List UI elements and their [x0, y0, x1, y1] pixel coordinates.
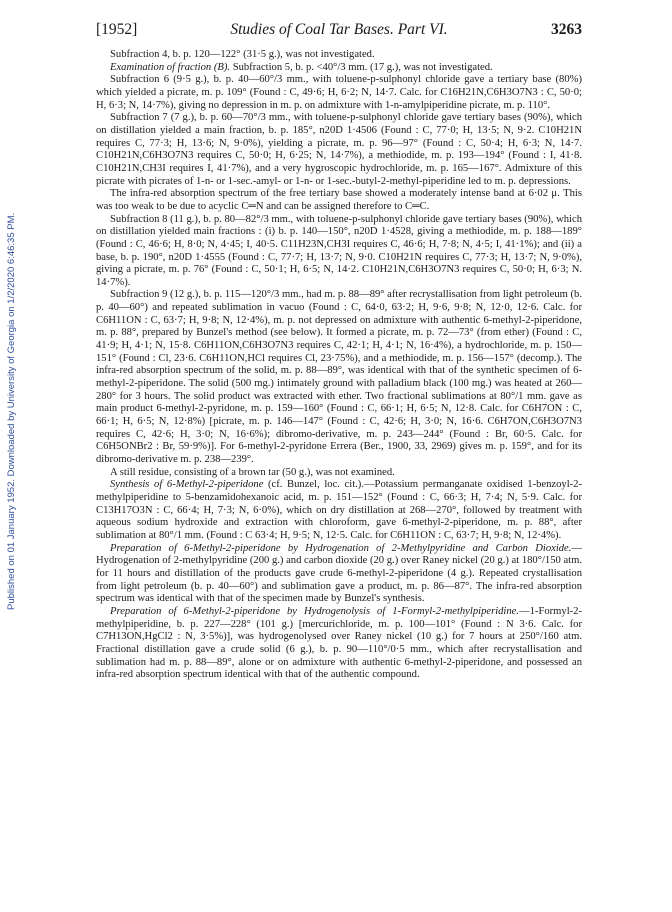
page-number: 3263 [551, 21, 582, 38]
paragraph: The infra-red absorption spectrum of the free tertiary base showed a moderately intense band at 6·02 μ. This was too weak to be due to acyclic C═N and can be assigned therefore to C═C. [96, 188, 582, 212]
section-lead: Preparation of 6-Methyl-2-piperidone by Hydrogenation of 2-Methylpyridine and Carbon Dioxide. [110, 542, 572, 554]
paragraph: Examination of fraction (B). Subfraction 5, b. p. <40°/3 mm. (17 g.), was not investigated. [110, 61, 493, 73]
paragraph: Subfraction 9 (12 g.), b. p. 115—120°/3 mm., had m. p. 88—89° after recrystallisation from light petroleum (b. p. 40—60°) and repeated sublimation in vacuo (Found : C, 64·0, 63·2; H, 9·6, 9·8; N, 12·0, 12·6. Calc. for C6H11ON : C, 63·7; H, 9·8; N, 12·4%), m. p. not depressed on admixture with authentic 6-methyl-2-piperidone, m. p. 88°, prepared by Bunzel's method (see below). It formed a picrate, m. p. 72—73° (from ether) (Found : C, 41·9; H, 4·1; N, 15·8. C6H11ON,C6H3O7N3 requires C, 42·1; H, 4·1; N, 16·4%), a hydrochloride, m. p. 150—151° (Found : Cl, 23·6. C6H11ON,HCl requires Cl, 23·75%), and a methiodide, m. p. 156—157° (decomp.). The infra-red absorption spectrum of the solid, m. p. 88—89°, was identical with that of the synthetic specimen of 6-methyl-2-piperidone. The solid (500 mg.) intimately ground with palladium black (100 mg.) was heated at 260—280° for 3 hours. The solid product was extracted with ether. Two fractional sublimations at 80°/1 mm. gave as main product 6-methyl-2-pyridone, m. p. 159—160° (Found : C, 66·1; H, 6·5; N, 12·8. Calc. for C6H7ON : C, 66·1; H, 6·5; N, 12·8%) [picrate, m. p. 146—147° (Found : C, 42·6; H, 3·0; N, 16·6. C6H7ON,C6H3O7N3 requires C, 42·6; H, 3·0; N, 16·6%); dibromo-derivative, m. p. 243—244° (Found : Br, 60·5. Calc. for C6H5ONBr2 : Br, 59·9%)]. For 6-methyl-2-pyridone Errera (Ber., 1900, 33, 2969) gives m. p. 159°, and for its dibromo-derivative m. p. 238—239°. [96, 289, 582, 465]
paragraph: Preparation of 6-Methyl-2-piperidone by Hydrogenation of 2-Methylpyridine and Carbon Dioxide.—Hydrogenation of 2-methylpyridine (200 g.) and carbon dioxide (20 g.) over Raney nickel (20 g.) at 180°/150 atm. for 11 hours and distillation of the products gave crude 6-methyl-2-piperidone (4 g.). Repeated crystallisation from light petroleum (b. p. 40—60°) and sublimation gave a product, m. p. 86—87°. The infra-red absorption spectrum was identical with that of the specimen made by Bunzel's synthesis. [96, 542, 582, 605]
paragraph: A still residue, consisting of a brown tar (50 g.), was not examined. [110, 466, 395, 478]
paragraph: Preparation of 6-Methyl-2-piperidone by Hydrogenolysis of 1-Formyl-2-methylpiperidine.—1-Formyl-2-methylpiperidine, b. p. 227—228° (101 g.) [mercurichloride, m. p. 100—101° (Found : N 3·6. Calc. for C7H13ON,HgCl2 : N, 3·5%)], was hydrogenolysed over Raney nickel (10 g.) for 7 hours at 250°/160 atm. Fractional distillation gave a crude solid (6 g.), b. p. 90—110°/0·5 mm., which after recrystallisation and sublimation had m. p. 88—89°, alone or on admixture with authentic 6-methyl-2-piperidone, and possessed an infra-red absorption spectrum identical with that of the authentic compound. [96, 605, 582, 681]
paragraph: Subfraction 8 (11 g.), b. p. 80—82°/3 mm., with toluene-p-sulphonyl chloride gave tertiary bases (90%), which on distillation yielded main fractions : (i) b. p. 140—150°, n20D 1·4528, giving a methiodide, m. p. 188—189° (Found : C, 46·6; H, 8·0; N, 4·45; I, 40·5. C11H23N,CH3I requires C, 46·6; H, 7·8; N, 4·5; I, 41·1%); and (ii) a base, b. p. 190°, n20D 1·4555 (Found : C, 77·7; H, 13·7; N, 9·0. C10H21N requires C, 77·3; H, 13·7; N, 9·0%), giving a picrate, m. p. 76° (Found : C, 50·1; H, 6·5; N, 14·2. C10H21N,C6H3O7N3 requires C, 50·0; H, 6·3; N. 14·7%). [96, 213, 582, 288]
paragraph: Subfraction 7 (7 g.), b. p. 60—70°/3 mm., with toluene-p-sulphonyl chloride gave tertiary bases (90%), which on distillation yielded a main fraction, b. p. 185°, n20D 1·4506 (Found : C, 77·0; H, 13·5; N, 9·2. C10H21N requires C, 77·3; H, 13·6; N, 9·0%), yielding a picrate, m. p. 96—97° (Found : C, 50·4; H, 6·3; N, 14·7. C10H21N,C6H3O7N3 requires C, 50·0; H, 6·25; N, 14·7%), a methiodide, m. p. 193—194° (Found : I, 41·8. C10H21N,CH3I requires I, 41·7%), and a very hygroscopic hydrochloride, m. p. 165—167°. Admixture of this picrate with picrates of 1-n- or 1-sec.-amyl- or 1-n- or 1-sec.-butyl-2-methyl-piperidine led to m. p. depressions. [96, 112, 582, 187]
section-lead: Preparation of 6-Methyl-2-piperidone by Hydrogenolysis of 1-Formyl-2-methylpiperidine. [110, 605, 520, 617]
paragraph: Subfraction 6 (9·5 g.), b. p. 40—60°/3 mm., with toluene-p-sulphonyl chloride gave a tertiary base (80%) which yielded a picrate, m. p. 109° (Found : C, 49·6; H, 6·2; N, 14·7. Calc. for C16H21N,C6H3O7N3 : C, 50·0; H, 6·3; N, 14·7%), giving no depression in m. p. on admixture with 1-n-amylpiperidine picrate, m. p. 110°. [96, 74, 582, 111]
paragraph: Subfraction 4, b. p. 120—122° (31·5 g.), was not investigated. [110, 49, 375, 60]
running-header [96, 21, 582, 41]
header-title: Studies of Coal Tar Bases. Part VI. [230, 21, 448, 38]
section-lead: Synthesis of 6-Methyl-2-piperidone [110, 479, 264, 491]
section-lead: Examination of fraction (B). [110, 61, 231, 73]
paragraph: Synthesis of 6-Methyl-2-piperidone (cf. Bunzel, loc. cit.).—Potassium permanganate oxidised 1-benzoyl-2-methylpiperidine to 5-benzamidohexanoic acid, m. p. 151—152° (Found : C, 66·3; H, 7·4; N, 5·9. Calc. for C13H17O3N : C, 66·4; H, 7·3; N, 6·0%), which on dry distillation at 268—270°, followed by treatment with aqueous sodium hydroxide and extraction with chloroform, gave 6-methyl-2-piperidone, m. p. 88°, after sublimation at 80°/1 mm. (Found : C 63·4; H, 9·5; N, 12·5. Calc. for C6H11ON : C, 63·7; H, 9·8; N, 12·4%). [96, 479, 583, 541]
header-year: [1952] [96, 21, 138, 38]
article-body [96, 49, 582, 682]
download-stamp: Published on 01 January 1952. Downloaded by University of Georgia on 1/2/2020 6:46:35 PM. [6, 212, 17, 610]
